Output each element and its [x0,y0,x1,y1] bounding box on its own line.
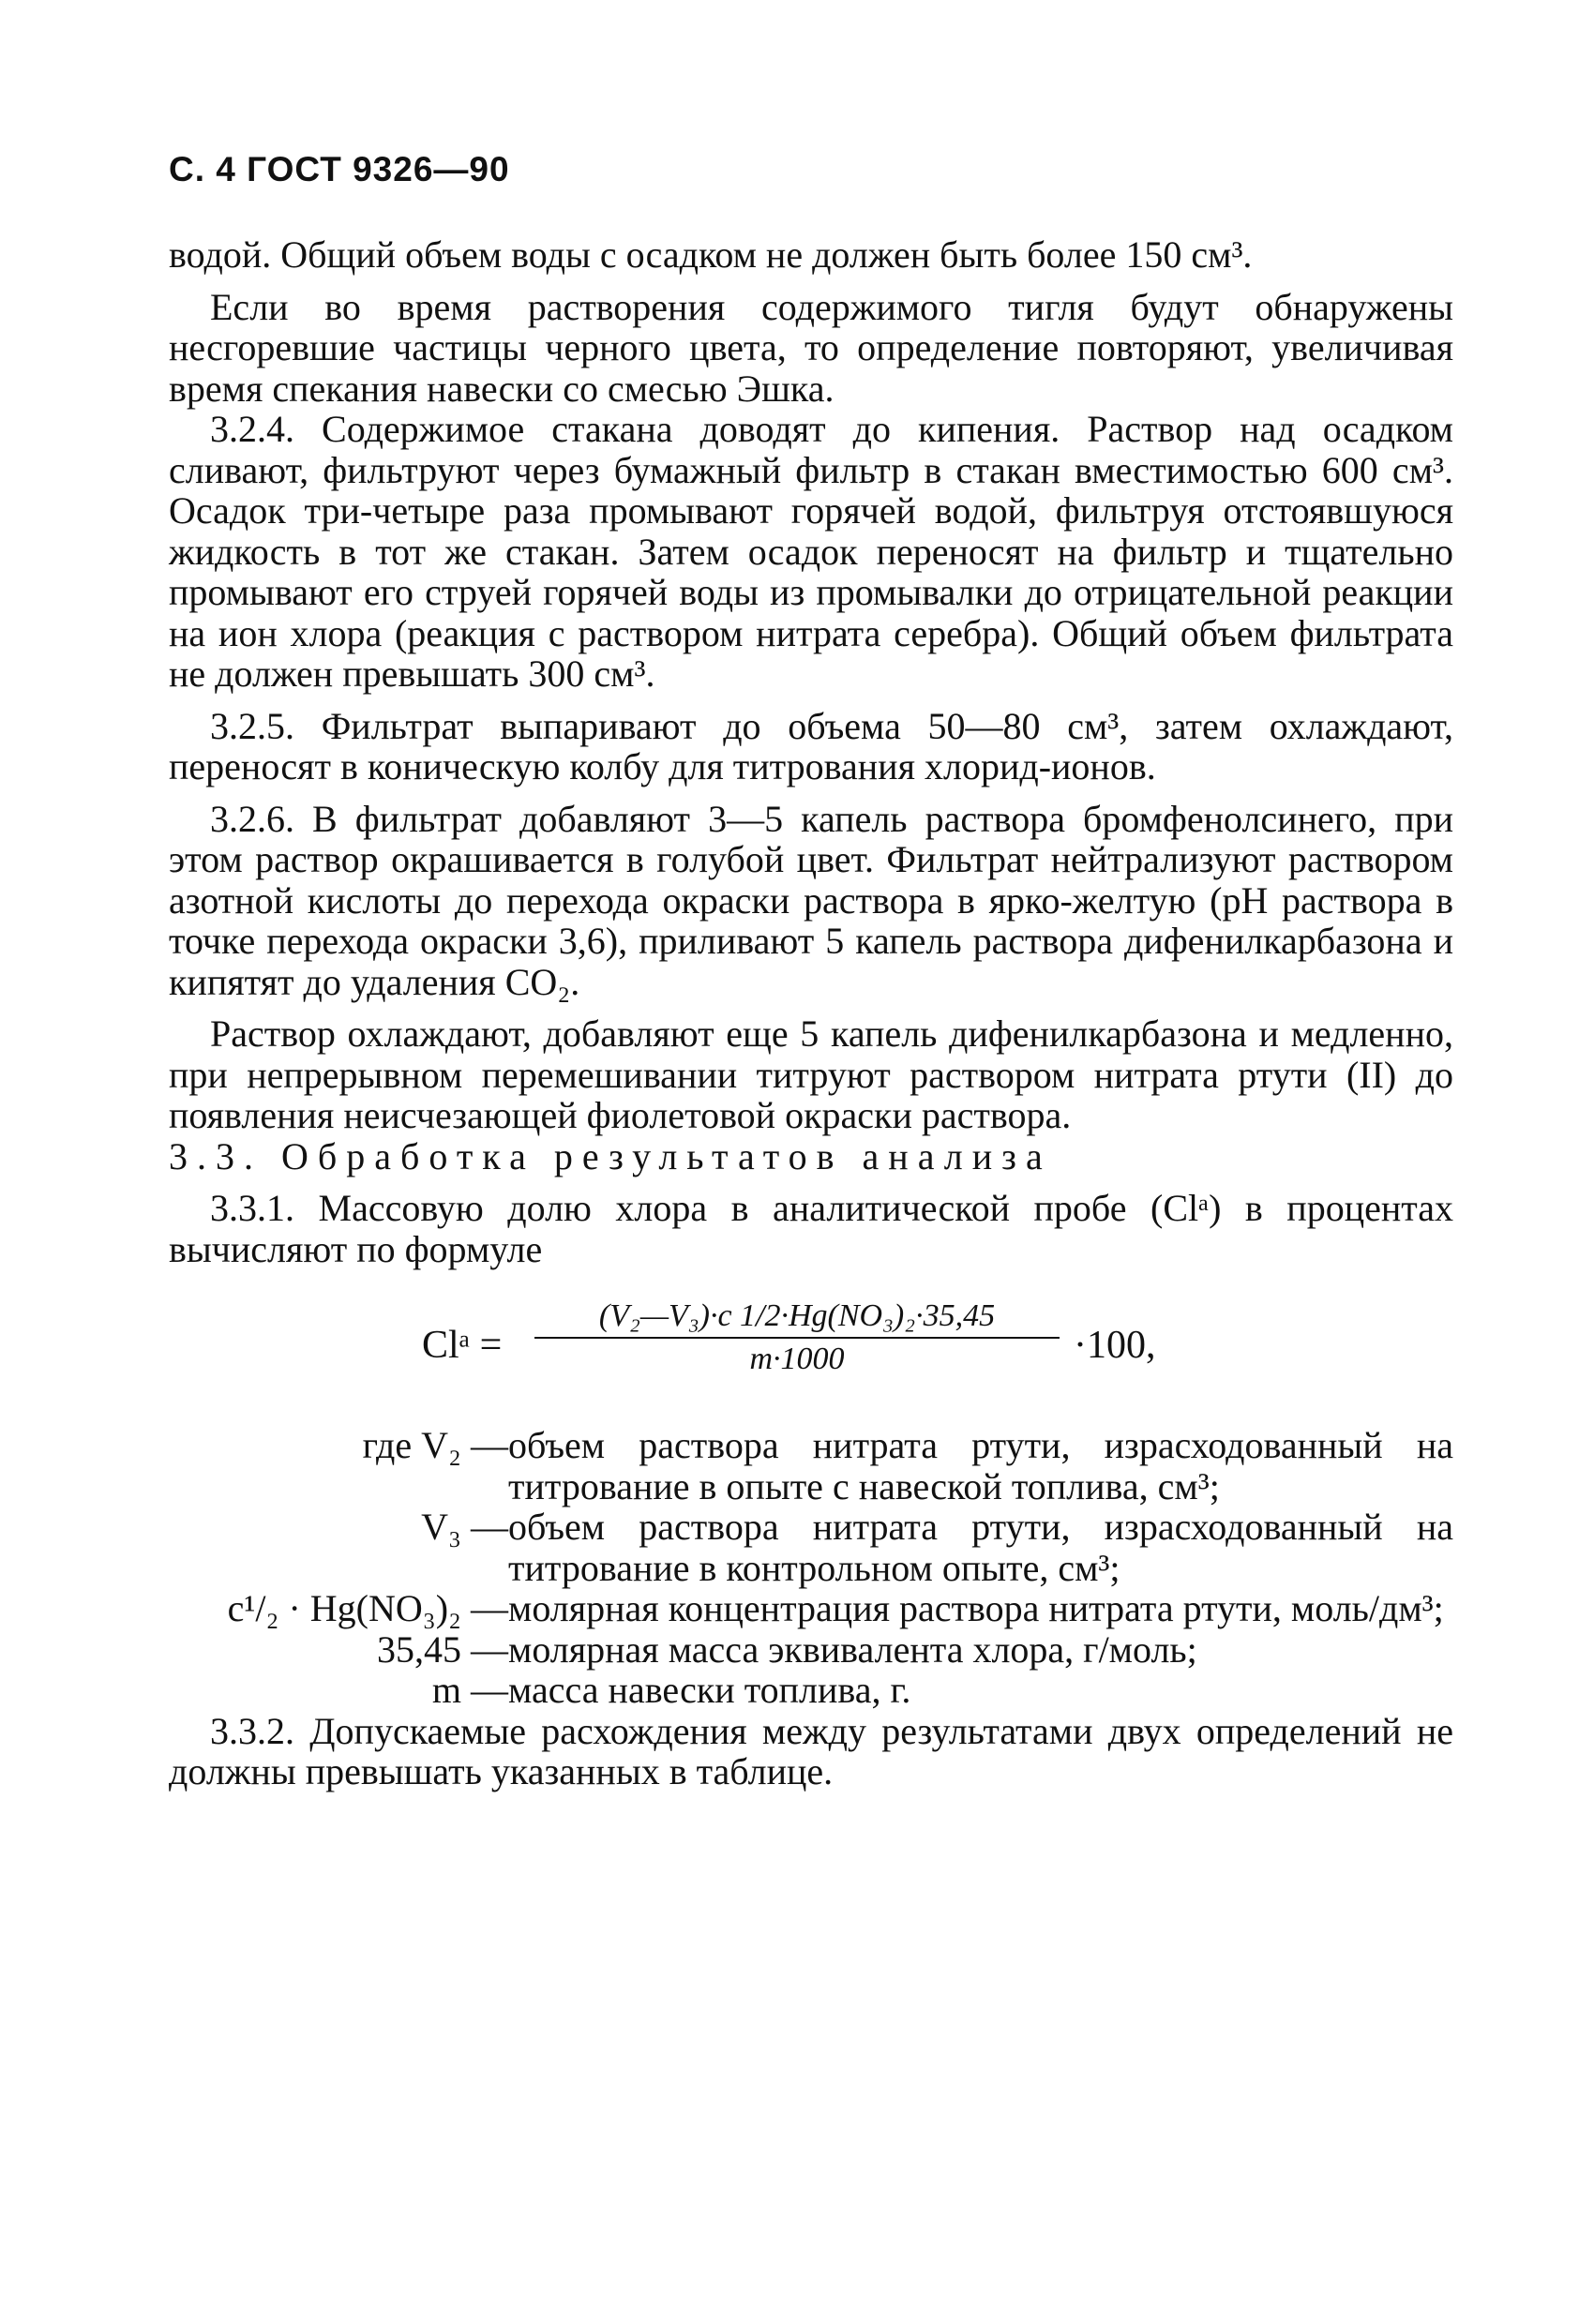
paragraph-3-2-5: 3.2.5. Фильтрат выпаривают до объема 50—80 см³, затем охлаждают, переносят в коническую колбу для титрования хлорид-ионов. [169,704,1453,787]
formula-legend [169,1425,1453,1711]
paragraph-1: водой. Общий объем воды с осадком не должен быть более 150 см³. [169,233,1253,276]
legend-desc: объем раствора нитрата ртути, израсходованный на титрование в контрольном опыте, см³; [508,1506,1453,1589]
formula-rhs: ·100, [1074,1324,1156,1367]
formula-lhs: Clᵃ = [422,1324,503,1367]
paragraph-3-3-1: 3.3.1. Массовую долю хлора в аналитической пробе (Clᵃ) в процентах вычисляют по формуле [169,1187,1453,1270]
legend-desc: масса навески топлива, г. [508,1669,911,1711]
legend-row [169,1507,1453,1588]
legend-desc: объем раствора нитрата ртути, израсходованный на титрование в опыте с навеской топлива, см³; [508,1424,1453,1507]
chlorine-formula [169,1297,1453,1401]
paragraph-3-2-4: 3.2.4. Содержимое стакана доводят до кипения. Раствор над осадком сливают, фильтруют через бумажный фильтр в стакан вместимостью 600 см³. Осадок три-четыре раза промывают горячей водой, фильтруя отстоявшуюся жидкость в тот же стакан. Затем осадок переносят на фильтр и тщательно промывают его струей горячей воды из промывалки до отрицательной реакции на ион хлора (реакция с раствором нитрата серебра). Общий объем фильтрата не должен превышать 300 см³. [169,408,1453,695]
page-header: С. 4 ГОСТ 9326—90 [169,150,510,188]
legend-row [169,1588,1453,1629]
legend-desc: молярная масса эквивалента хлора, г/моль; [508,1627,1197,1671]
legend-row [169,1670,1453,1711]
legend-term: где V₂ — [362,1424,508,1466]
legend-term: 35,45 — [377,1627,508,1671]
legend-desc: молярная концентрация раствора нитрата ртути, моль/дм³; [508,1587,1444,1629]
paragraph-2: Если во время растворения содержимого тигля будут обнаружены несгоревшие частицы черного цвета, то определение повторяют, увеличивая время спекания навески со смесью Эшка. [169,285,1453,410]
paragraph-3-2-6: 3.2.6. В фильтрат добавляют 3—5 капель раствора бромфенолсинего, при этом раствор окрашивается в голубой цвет. Фильтрат нейтрализуют раствором азотной кислоты до перехода окраски раствора в ярко-желтую (pH раствора в точке перехода окраски 3,6), приливают 5 капель раствора дифенилкарбазона и кипятят до удаления CO₂. [169,797,1453,1003]
legend-term: c¹/₂ · Hg(NO₃)₂ — [227,1587,508,1629]
legend-term: m — [431,1669,508,1711]
legend-term: V₃ — [421,1506,508,1548]
paragraph-titration: Раствор охлаждают, добавляют еще 5 капель дифенилкарбазона и медленно, при непрерывном перемешивании титруют раствором нитрата ртути (II) до появления неисчезающей фиолетовой окраски раствора. [169,1012,1453,1136]
formula-fraction [534,1297,1060,1378]
section-title: 3.3. Обработка результатов анализа [169,1134,1052,1177]
page-body [169,234,1453,1792]
fraction-bar [534,1337,1060,1339]
legend-row [169,1425,1453,1507]
legend-row [169,1629,1453,1671]
formula-numerator: (V₂—V₃)·c 1/2·Hg(NO₃)₂·35,45 [598,1298,996,1333]
paragraph-3-3-2: 3.3.2. Допускаемые расхождения между результатами двух определений не должны превышать указанных в таблице. [169,1709,1453,1792]
formula-denominator: m·1000 [749,1342,845,1376]
